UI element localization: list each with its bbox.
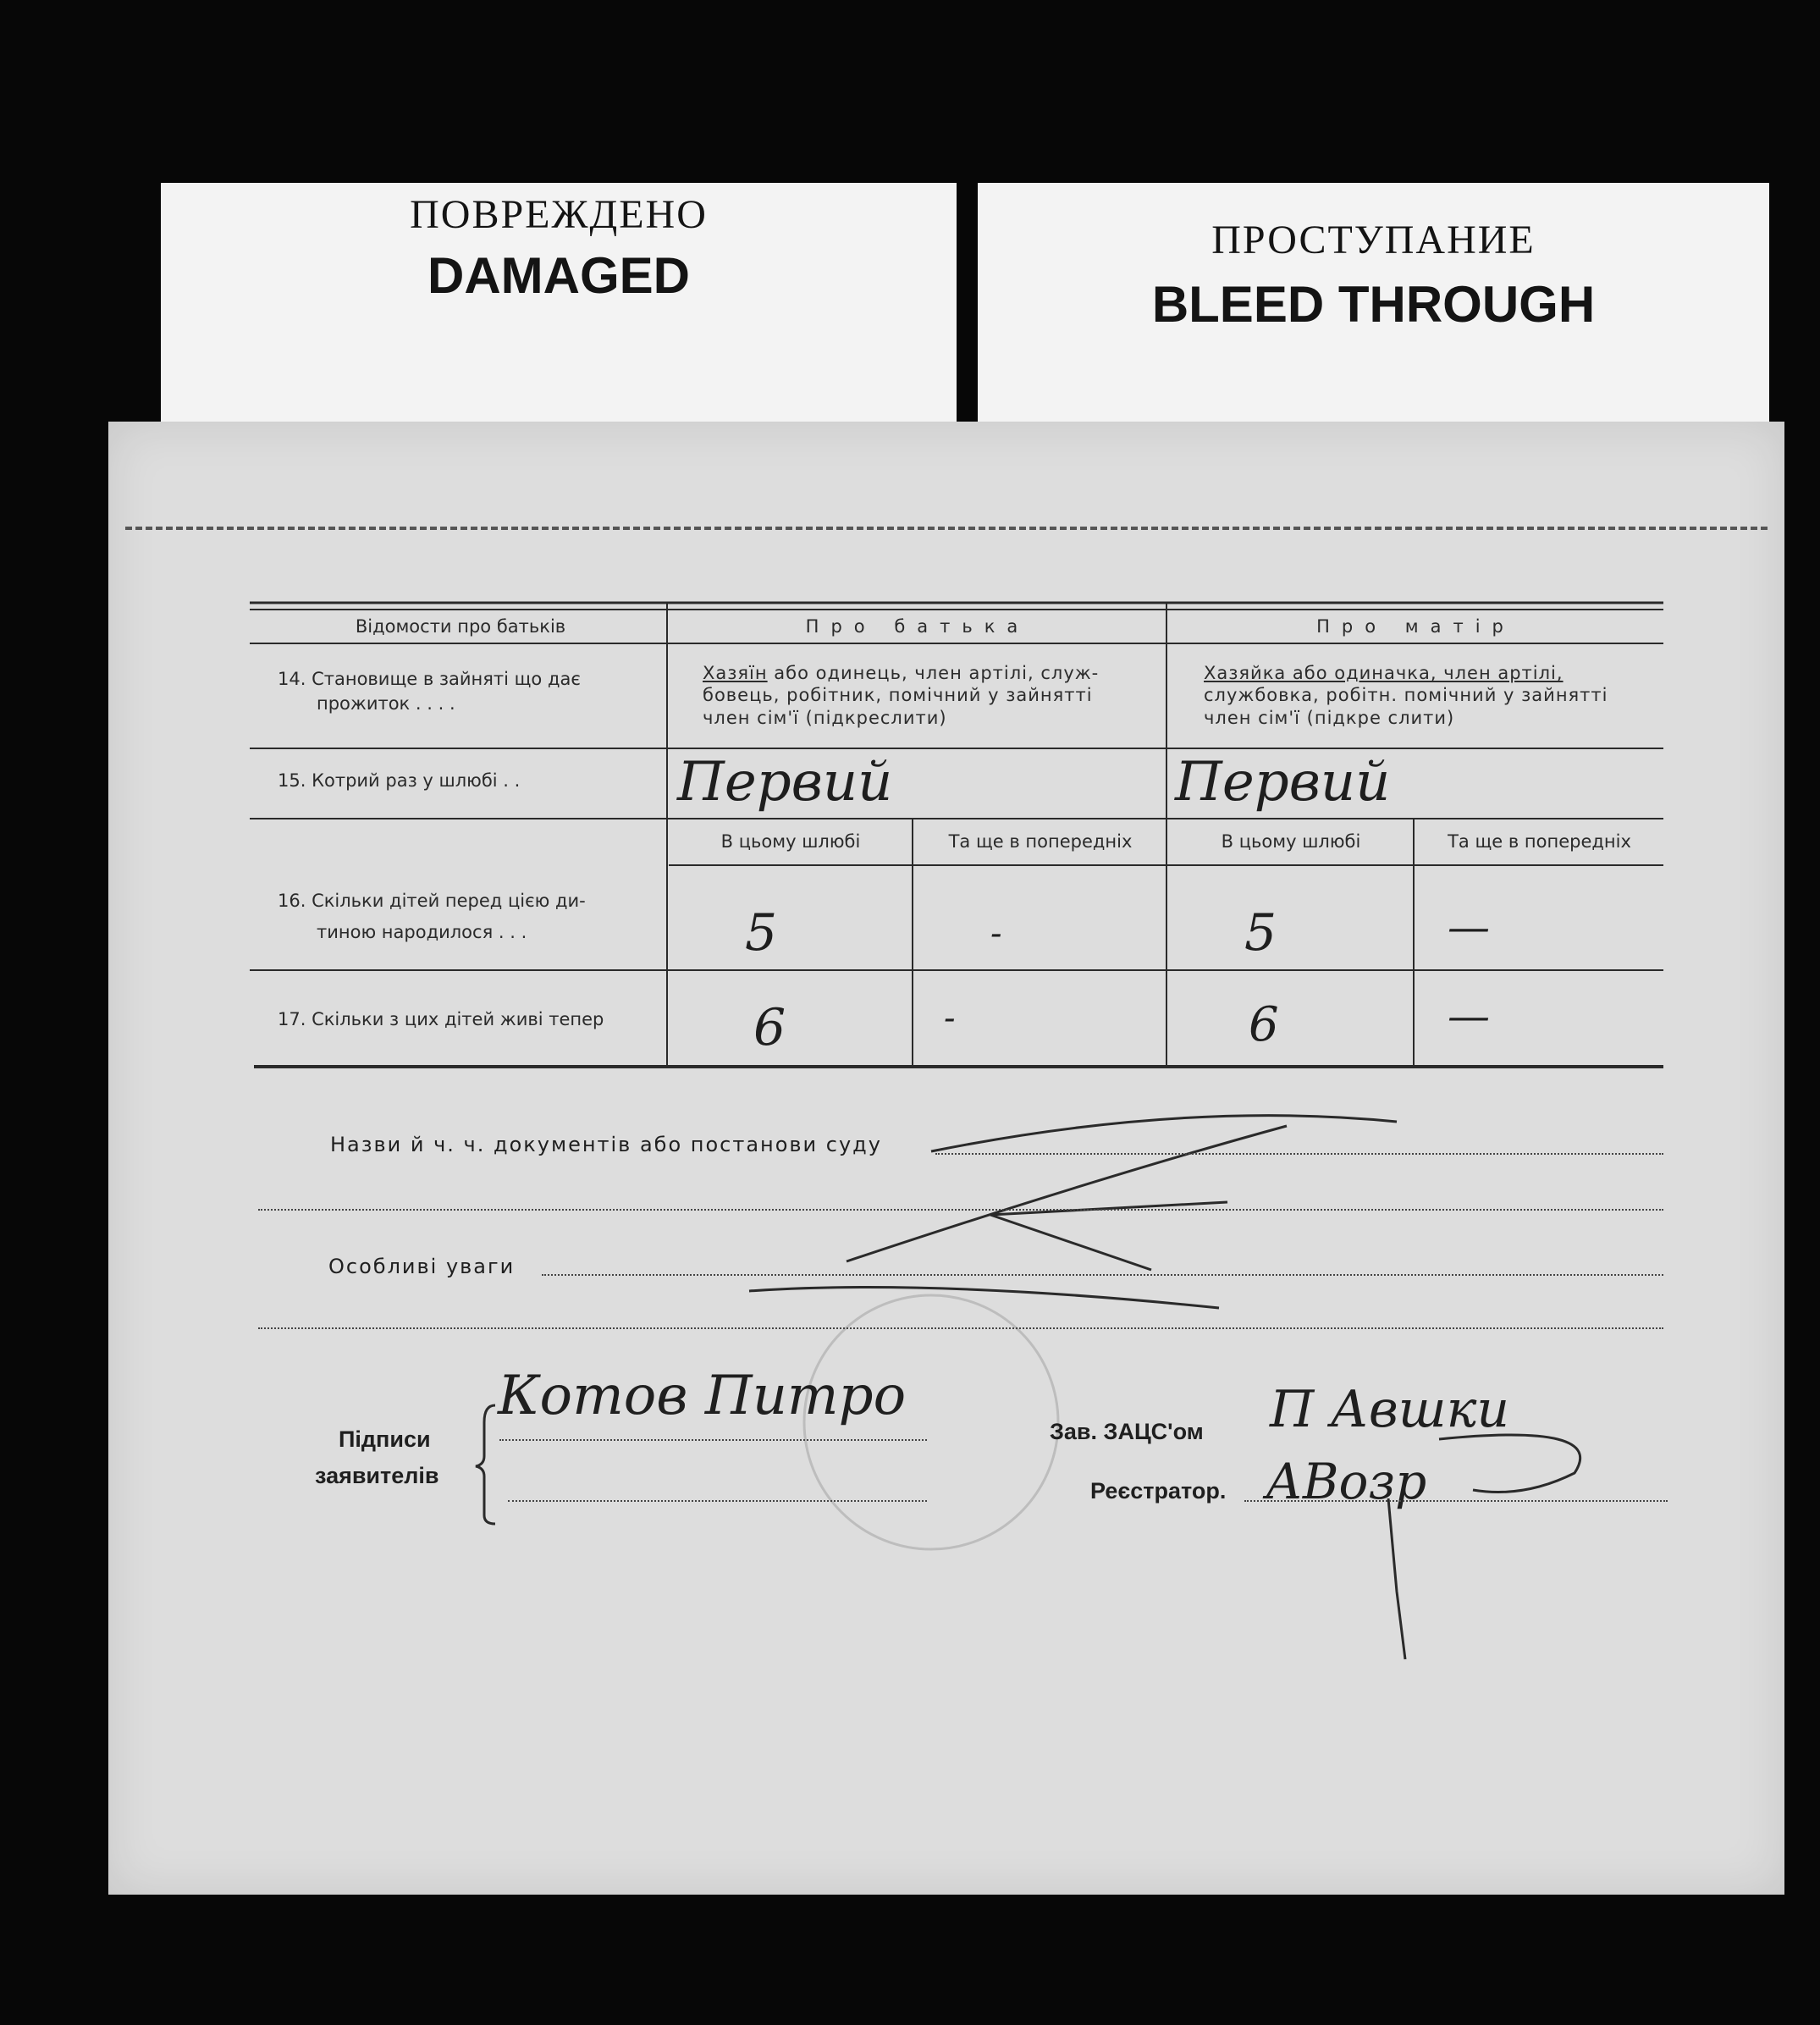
registrar-label: Реєстратор. [1090, 1478, 1227, 1504]
row14-father [703, 662, 1160, 729]
applicant-signature-line-1 [499, 1439, 927, 1441]
row16-label [278, 889, 659, 946]
damaged-label-ru: ПОВРЕЖДЕНО [410, 192, 708, 237]
row14-mother-line2: службовка, робітн. помічний у зайнятті [1204, 685, 1608, 706]
row16-label-line1: 16. Скільки дітей перед цією ди- [278, 891, 586, 911]
registrar-line [1244, 1500, 1668, 1502]
remarks-line [542, 1274, 1663, 1276]
row16-label-line2: тиною народилося . . . [317, 922, 527, 943]
row14-label-line2: прожиток . . . . [317, 693, 455, 715]
documents-line [935, 1153, 1663, 1155]
row17-label: 17. Скільки з цих дітей живі тепер [278, 1009, 604, 1029]
row16-mother-this: 5 [1244, 903, 1277, 963]
remarks-line-2 [258, 1327, 1663, 1329]
row14-label-line1: 14. Становище в зайняті що дає [278, 669, 581, 689]
subheader-mother-this: В цьому шлюбі [1221, 831, 1361, 852]
row15-mother-value: Первий [1175, 751, 1391, 814]
row17-father-prev: - [944, 999, 956, 1038]
row14-mother [1204, 662, 1661, 729]
row14-mother-line1: Хазяйка або одиначка, член артілі, [1204, 663, 1564, 683]
head-label: Зав. ЗАЦС'ом [1050, 1419, 1204, 1444]
applicants-label-line2: заявителів [315, 1463, 439, 1488]
documents-line-2 [258, 1209, 1663, 1211]
row15-label: 15. Котрий раз у шлюбі . . [278, 770, 521, 791]
row16-father-prev: - [990, 914, 1002, 953]
bleed-label-en: BLEED THROUGH [1151, 276, 1596, 333]
registrar-signature: АВозр [1266, 1453, 1427, 1510]
row15-father-value: Первий [677, 751, 893, 814]
row17-father-this: 6 [753, 998, 786, 1057]
damaged-label-en: DAMAGED [427, 247, 690, 304]
row14-father-line3: член сім'ї (підкреслити) [703, 707, 947, 728]
subheader-mother-prev: Та ще в попередніх [1448, 831, 1631, 852]
row14-father-line1: або одинець, член артілі, служ- [767, 663, 1100, 683]
row14-label [278, 667, 659, 717]
row14-mother-line3: член сім'ї (підкре слити) [1204, 707, 1455, 728]
header-mother: Про матір [1316, 616, 1515, 637]
head-signature: П Авшки [1270, 1380, 1510, 1439]
row17-mother-prev: — [1448, 991, 1490, 1040]
applicants-label-line1: Підписи [339, 1426, 431, 1452]
row14-father-line2: бовець, робітник, помічний у зайнятті [703, 685, 1093, 706]
subheader-father-this: В цьому шлюбі [720, 831, 861, 852]
row14-father-underlined: Хазяїн [703, 663, 768, 683]
row17-mother-this: 6 [1249, 997, 1279, 1052]
applicant-signature: Котов Питро [498, 1365, 907, 1427]
remarks-label: Особливі уваги [328, 1255, 516, 1278]
row16-father-this: 5 [745, 903, 778, 963]
documents-label: Назви й ч. ч. документів або постанови суду [330, 1133, 882, 1156]
header-father: Про батька [805, 616, 1030, 637]
header-parents: Відомости про батьків [355, 616, 566, 637]
row16-mother-prev: — [1448, 902, 1490, 952]
subheader-father-prev: Та ще в попередніх [948, 831, 1133, 852]
bleed-label-ru: ПРОСТУПАНИЕ [1211, 218, 1536, 262]
applicant-signature-line-2 [508, 1500, 927, 1502]
